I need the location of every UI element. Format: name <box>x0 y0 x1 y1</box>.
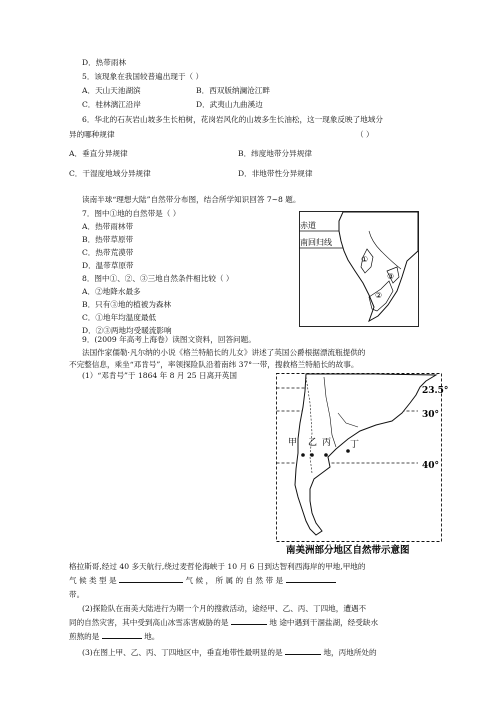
q9-sub3: (3)在图上甲、乙、丙、丁四地区中，垂直地带性最明显的是 地，丙地所处的 <box>82 648 377 657</box>
q7-option-c: C．热带荒漠带 <box>82 248 134 257</box>
q9-sub2-a: (2)探险队在南美大陆进行为期一个月的搜救活动，途经甲、乙、丙、丁四地，遭遇不 <box>82 604 367 613</box>
lat-23-label: 23.5° <box>422 386 449 396</box>
blank-climate <box>119 582 183 583</box>
marker-1: ① <box>361 255 369 264</box>
q5-option-c: C．桂林漓江沿岸 <box>82 100 141 109</box>
point-yi <box>310 453 314 457</box>
label-ding: 丁 <box>350 440 360 450</box>
label-equator: 赤道 <box>300 221 316 230</box>
q5-option-a: A．天山天池湖滨 <box>82 86 141 95</box>
label-jia: 甲 <box>288 438 298 448</box>
q8-option-c: C．①地年均温度最低 <box>82 313 157 322</box>
q7-option-d: D．温带草原带 <box>82 261 134 270</box>
q9-sub1-d: 带。 <box>69 590 85 599</box>
q6-answer-paren: （ ） <box>356 130 374 139</box>
q6-option-d: D．非地带性分异规律 <box>238 169 313 178</box>
q8-stem: 8．图中①、②、③三地自然条件相比较（ ） <box>82 274 234 283</box>
blank-zone <box>286 582 336 583</box>
q7-option-b: B．热带草原带 <box>82 235 134 244</box>
q5-option-b: B．西双版纳澜沧江畔 <box>196 86 270 95</box>
q5-option-d: D．武夷山九曲溪边 <box>196 100 263 109</box>
marker-3: ③ <box>387 272 395 281</box>
q6-stem: 6．华北的石灰岩山坡多生长柏树，花岗岩风化的山坡多生长油松，这一现象反映了地域分 <box>82 115 383 124</box>
q6-option-a: A．垂直分异规律 <box>69 149 128 158</box>
q9-para2: 不完整信息，乘坐“邓肯号”，率领探险队沿着南纬 37°一带，搜救格兰特船长的故事。 <box>69 360 359 369</box>
ideal-continent-map <box>299 211 419 327</box>
marker-2: ② <box>375 291 383 300</box>
point-jia <box>301 453 305 457</box>
blank-vertical <box>285 654 321 655</box>
q9-sub2-c: 煎熬的是 地。 <box>69 632 160 641</box>
q8-option-b: B．只有③地的植被为森林 <box>82 300 172 309</box>
q4-option-d: D．热带雨林 <box>82 58 127 67</box>
q6-option-b: B．纬度地带分异规律 <box>238 149 312 158</box>
q9-para1: 法国作家儒勒·凡尔纳的小说《格兰特船长的儿女》讲述了英国公爵根据漂流瓶提供的 <box>82 348 366 357</box>
map-caption: 南美洲部分地区自然带示意图 <box>286 545 410 556</box>
south-america-map <box>276 373 449 556</box>
label-tropic: 南回归线 <box>300 238 332 247</box>
q9-sub1-b: 格拉斯哥,经过 40 多天航行,绕过麦哲伦海峡于 10 月 6 日到达智利西海岸的甲地,甲地的 <box>69 562 366 571</box>
q6-option-c: C．干湿度地域分异规律 <box>69 169 151 178</box>
q9-sub1: (1）“邓肯号”于 1864 年 8 月 25 日离开英国 <box>82 371 237 380</box>
label-yi: 乙 <box>308 438 318 448</box>
point-bing <box>324 453 328 457</box>
q5-stem: 5．该现象在我国较普遍出现于（ ） <box>82 72 204 81</box>
lat-40-label: 40° <box>422 461 440 471</box>
q8-option-d: D．②③两地均受暖流影响 <box>82 326 172 335</box>
q7-8-intro: 读南半球“理想大陆”自然带分布图，结合所学知识回答 7~8 题。 <box>82 195 301 204</box>
q9-sub2-b: 同的自然灾害，其中受到高山冰雪冻害威胁的是 地 途中遇到干涸盐湖，经受缺水 <box>69 618 379 627</box>
q9-stem: 9．(2009 年高考上海卷）读图文资料，回答问题。 <box>82 335 256 344</box>
label-bing: 丙 <box>322 438 332 448</box>
lat-30-label: 30° <box>422 410 440 420</box>
blank-salt <box>102 638 142 639</box>
q7-stem: 7．图中①地的自然带是（ ） <box>82 209 181 218</box>
q9-sub1-c: 气 候 类 型 是 气 候 ， 所 属 的 自 然 带 是 <box>69 577 336 585</box>
blank-ice <box>231 624 267 625</box>
q7-option-a: A．热带雨林带 <box>82 222 134 231</box>
q8-option-a: A．②地降水最多 <box>82 287 141 296</box>
q6-stem-cont: 异的哪种规律 <box>69 130 115 139</box>
